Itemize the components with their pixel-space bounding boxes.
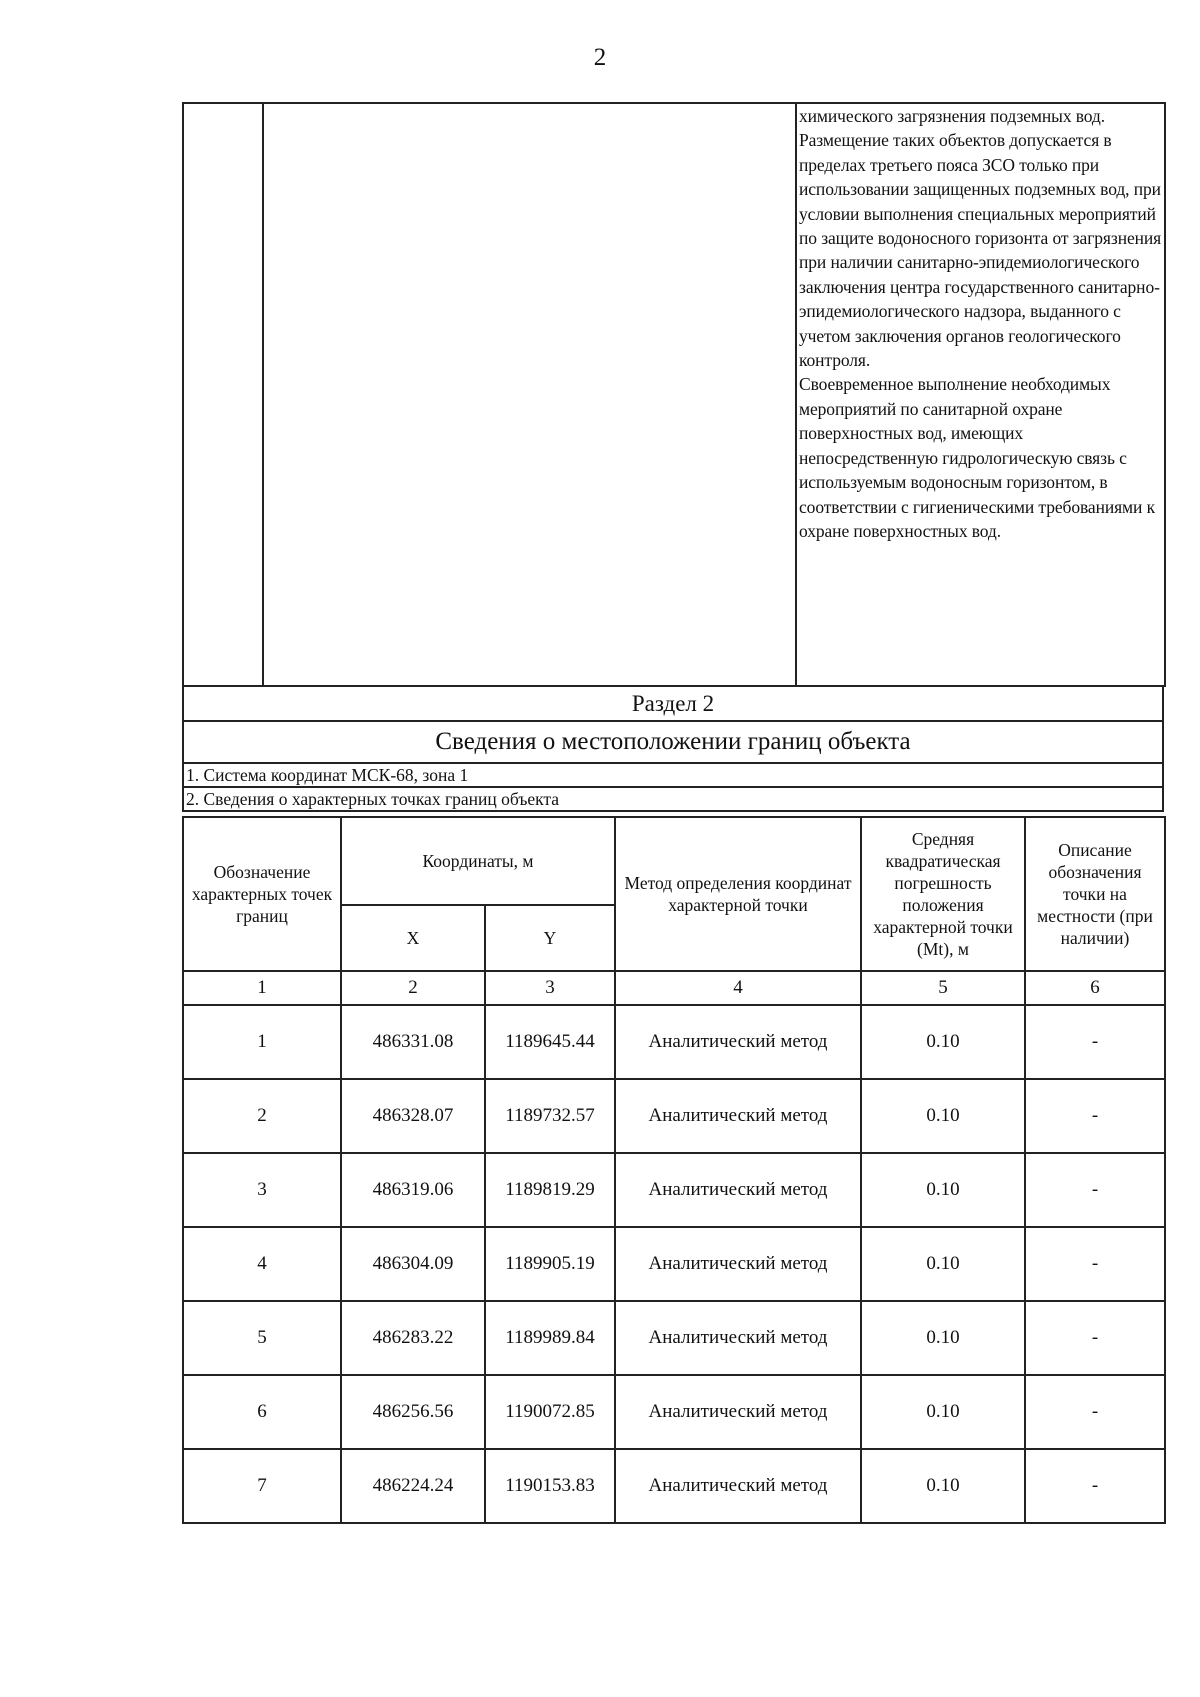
column-number: 6: [1025, 971, 1165, 1005]
table-row: [183, 1153, 1165, 1227]
table-row: [183, 1079, 1165, 1153]
points-table: [182, 816, 1166, 1524]
cell-y: 1189819.29: [485, 1153, 615, 1227]
page-number: 2: [593, 44, 607, 71]
column-number: 3: [485, 971, 615, 1005]
table-row: [183, 1375, 1165, 1449]
column-number: 1: [183, 971, 341, 1005]
cell-error: 0.10: [861, 1301, 1025, 1375]
cell-description: -: [1025, 1449, 1165, 1523]
table-row: [183, 1227, 1165, 1301]
continuation-cell-empty-2: [263, 103, 796, 686]
continuation-text-cell: [796, 103, 1165, 686]
section-header-table: [182, 685, 1164, 812]
cell-error: 0.10: [861, 1153, 1025, 1227]
cell-description: -: [1025, 1301, 1165, 1375]
cell-error: 0.10: [861, 1375, 1025, 1449]
cell-point: 2: [183, 1079, 341, 1153]
cell-method: Аналитический метод: [615, 1153, 861, 1227]
cell-description: -: [1025, 1227, 1165, 1301]
cell-y: 1190072.85: [485, 1375, 615, 1449]
cell-point: 6: [183, 1375, 341, 1449]
header-y: Y: [485, 905, 615, 971]
cell-error: 0.10: [861, 1005, 1025, 1079]
column-number: 5: [861, 971, 1025, 1005]
continuation-line: Своевременное выполнение необходимых мероприятий по санитарной охране поверхностных вод, имеющих непосредственную гидрологическую связь с используемым водоносным горизонтом, в соответствии с гигиеническими требованиями к охране поверхностных вод.: [799, 374, 1155, 541]
cell-description: -: [1025, 1079, 1165, 1153]
cell-error: 0.10: [861, 1449, 1025, 1523]
cell-error: 0.10: [861, 1227, 1025, 1301]
cell-method: Аналитический метод: [615, 1079, 861, 1153]
header-description: Описание обозначения точки на местности (при наличии): [1025, 817, 1165, 971]
cell-x: 486331.08: [341, 1005, 485, 1079]
header-error: Средняя квадратическая погрешность положения характерной точки (Mt), м: [861, 817, 1025, 971]
cell-y: 1189905.19: [485, 1227, 615, 1301]
continuation-line: Размещение таких объектов допускается в пределах третьего пояса ЗСО только при использовании защищенных подземных вод, при условии выполнения специальных мероприятий по защите водоносного горизонта от загрязнения при наличии санитарно-эпидемиологического заключения центра государственного санитарно-эпидемиологического надзора, выданного с учетом заключения органов геологического контроля.: [799, 130, 1162, 371]
cell-point: 5: [183, 1301, 341, 1375]
cell-y: 1189645.44: [485, 1005, 615, 1079]
continuation-line: химического загрязнения подземных вод.: [799, 106, 1106, 126]
cell-method: Аналитический метод: [615, 1005, 861, 1079]
cell-description: -: [1025, 1005, 1165, 1079]
cell-point: 3: [183, 1153, 341, 1227]
cell-x: 486328.07: [341, 1079, 485, 1153]
cell-y: 1190153.83: [485, 1449, 615, 1523]
table-row: [183, 1301, 1165, 1375]
cell-point: 1: [183, 1005, 341, 1079]
cell-description: -: [1025, 1153, 1165, 1227]
section-subtitle: Сведения о местоположении границ объекта: [183, 721, 1163, 763]
cell-point: 4: [183, 1227, 341, 1301]
cell-point: 7: [183, 1449, 341, 1523]
table-row: [183, 1005, 1165, 1079]
header-method: Метод определения координат характерной точки: [615, 817, 861, 971]
cell-x: 486304.09: [341, 1227, 485, 1301]
cell-method: Аналитический метод: [615, 1449, 861, 1523]
cell-method: Аналитический метод: [615, 1301, 861, 1375]
cell-method: Аналитический метод: [615, 1227, 861, 1301]
cell-x: 486256.56: [341, 1375, 485, 1449]
header-coords: Координаты, м: [341, 817, 615, 905]
cell-method: Аналитический метод: [615, 1375, 861, 1449]
continuation-table: [182, 102, 1166, 687]
cell-y: 1189989.84: [485, 1301, 615, 1375]
cell-description: -: [1025, 1375, 1165, 1449]
table-row: [183, 1449, 1165, 1523]
column-number: 2: [341, 971, 485, 1005]
column-number: 4: [615, 971, 861, 1005]
header-point: Обозначение характерных точек границ: [183, 817, 341, 971]
header-x: X: [341, 905, 485, 971]
points-caption: 2. Сведения о характерных точках границ объекта: [183, 787, 1163, 811]
cell-error: 0.10: [861, 1079, 1025, 1153]
cell-y: 1189732.57: [485, 1079, 615, 1153]
section-title: Раздел 2: [183, 686, 1163, 721]
cell-x: 486283.22: [341, 1301, 485, 1375]
cell-x: 486319.06: [341, 1153, 485, 1227]
cell-x: 486224.24: [341, 1449, 485, 1523]
continuation-cell-empty-1: [183, 103, 263, 686]
coord-system: 1. Система координат МСК-68, зона 1: [183, 763, 1163, 787]
